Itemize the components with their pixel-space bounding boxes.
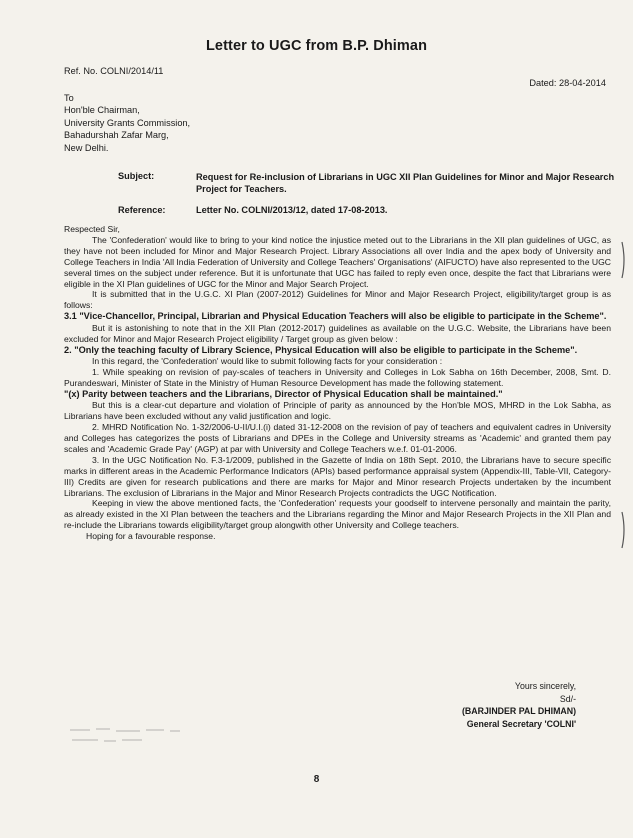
yours-sincerely: Yours sincerely, (514, 681, 577, 691)
quoted-guideline: 3.1 "Vice-Chancellor, Principal, Librarian and Physical Education Teachers will also be eligible to participate in the Scheme". (64, 311, 607, 322)
quoted-statement: "(x) Parity between teachers and the Librarians, Director of Physical Education shall be maintained." (64, 388, 503, 399)
subject-text: Request for Re-inclusion of Librarians in UGC XII Plan Guidelines for Minor and Major Research Project for Teachers. (196, 172, 615, 194)
closing-line: Hoping for a favourable response. (86, 531, 216, 542)
paragraph: Keeping in view the above mentioned facts, the 'Confederation' requests your goodself to intervene personally and maintain the parity, as already existed in the XI Plan between the teachers and the Librarians regarding the Minor and Major Research Projects in the XII Plan and re-include the Librarians towards eligibility/target group alongwith other University and College teachers. (64, 498, 611, 531)
address-line: To (64, 93, 74, 103)
margin-bracket-mark (619, 510, 629, 550)
reference-number: Ref. No. COLNI/2014/11 (64, 66, 164, 76)
subject-label: Subject: (118, 171, 155, 181)
signature-block (462, 680, 576, 730)
page-number: 8 (313, 774, 320, 785)
paragraph: But it is astonishing to note that in the XII Plan (2012-2017) guidelines as available on the U.G.C. Website, the Librarians have been excluded for Minor and Major Research Project eligibility / Target group as given below : (64, 322, 611, 344)
page-title: Letter to UGC from B.P. Dhiman (205, 38, 428, 54)
paragraph: 3. In the UGC Notification No. F.3-1/2009, published in the Gazette of India on 18th Sept. 2010, the Librarians have to secure specific marks in different areas in the Academic Performance Indicators (APIs) based performance appraisal system (Appendix-III, Table-VII, Category-III) Credits are given for research publications and there are marks for Major and Minor research Projects undertaken by the incumbent Librarians. The exclusion of Librarians in the Major and Minor Research Projects contradicts the UGC Notification. (64, 454, 611, 498)
address-line: New Delhi. (64, 142, 109, 153)
margin-bracket-mark (619, 240, 629, 280)
paragraph: 1. While speaking on revision of pay-scales of teachers in University and Colleges in Lok Sabha on 16th December, 2008, Smt. D. Purandeswari, Minister of State in the Ministry of Human Resource Development has made the following statement. (64, 366, 611, 388)
address-line: Bahadurshah Zafar Marg, (64, 130, 169, 141)
salutation: Respected Sir, (64, 224, 120, 234)
address-line: University Grants Commission, (64, 117, 191, 128)
signatory-name: (BARJINDER PAL DHIMAN) (462, 706, 577, 717)
paragraph: 2. MHRD Notification No. 1-32/2006-U-II/U.I.(i) dated 31-12-2008 on the revision of pay of teachers and equivalent cadres in University and Colleges has categorizes the posts of Librarians and DPEs in the College and University streams as 'Academic' and granted them pay scales and 'Academic Grade Pay' (AGP) at par with University and College Teachers w.e.f. 01-01-2006. (64, 422, 611, 454)
paragraph: But this is a clear-cut departure and violation of Principle of parity as announced by the Hon'ble MOS, MHRD in the Lok Sabha, as Librarians have been excluded without any valid justification and logic. (64, 400, 611, 422)
signed-mark: Sd/- (559, 693, 577, 704)
reference-text: Letter No. COLNI/2013/12, dated 17-08-2013. (196, 205, 388, 215)
recipient-address (64, 92, 190, 154)
paragraph: It is submitted that in the U.G.C. XI Plan (2007-2012) Guidelines for Minor and Major Research Project, eligibility/target group is as follows: (64, 289, 611, 311)
letter-date: Dated: 28-04-2014 (529, 78, 606, 88)
paragraph: In this regard, the 'Confederation' would like to submit following facts for your consideration : (92, 356, 443, 367)
letter-body (64, 224, 611, 542)
signatory-designation: General Secretary 'COLNI' (466, 718, 577, 729)
address-line: Hon'ble Chairman, (64, 105, 140, 116)
paragraph: The 'Confederation' would like to bring to your kind notice the injustice meted out to the Librarians in the XII plan guidelines of UGC, as they have not been included for Minor and Major Research Project. Library Associations all over India and the apex body of University and College Teachers in India 'All India Federation of University and College Teachers' Organisations' (AIFUCTO) have also represented to the UGC several times on the subject under reference. But it is unfortunate that UGC has failed to reply even once, despite the fact that Librarians were eligible in the XI Plan guidelines of UGC for the Minor and Major Search Project. (64, 234, 611, 289)
faded-stamp-image (66, 722, 186, 748)
reference-label: Reference: (118, 205, 166, 215)
quoted-guideline: 2. "Only the teaching faculty of Library Science, Physical Education will also be eligible to participate in the Scheme". (64, 344, 578, 355)
